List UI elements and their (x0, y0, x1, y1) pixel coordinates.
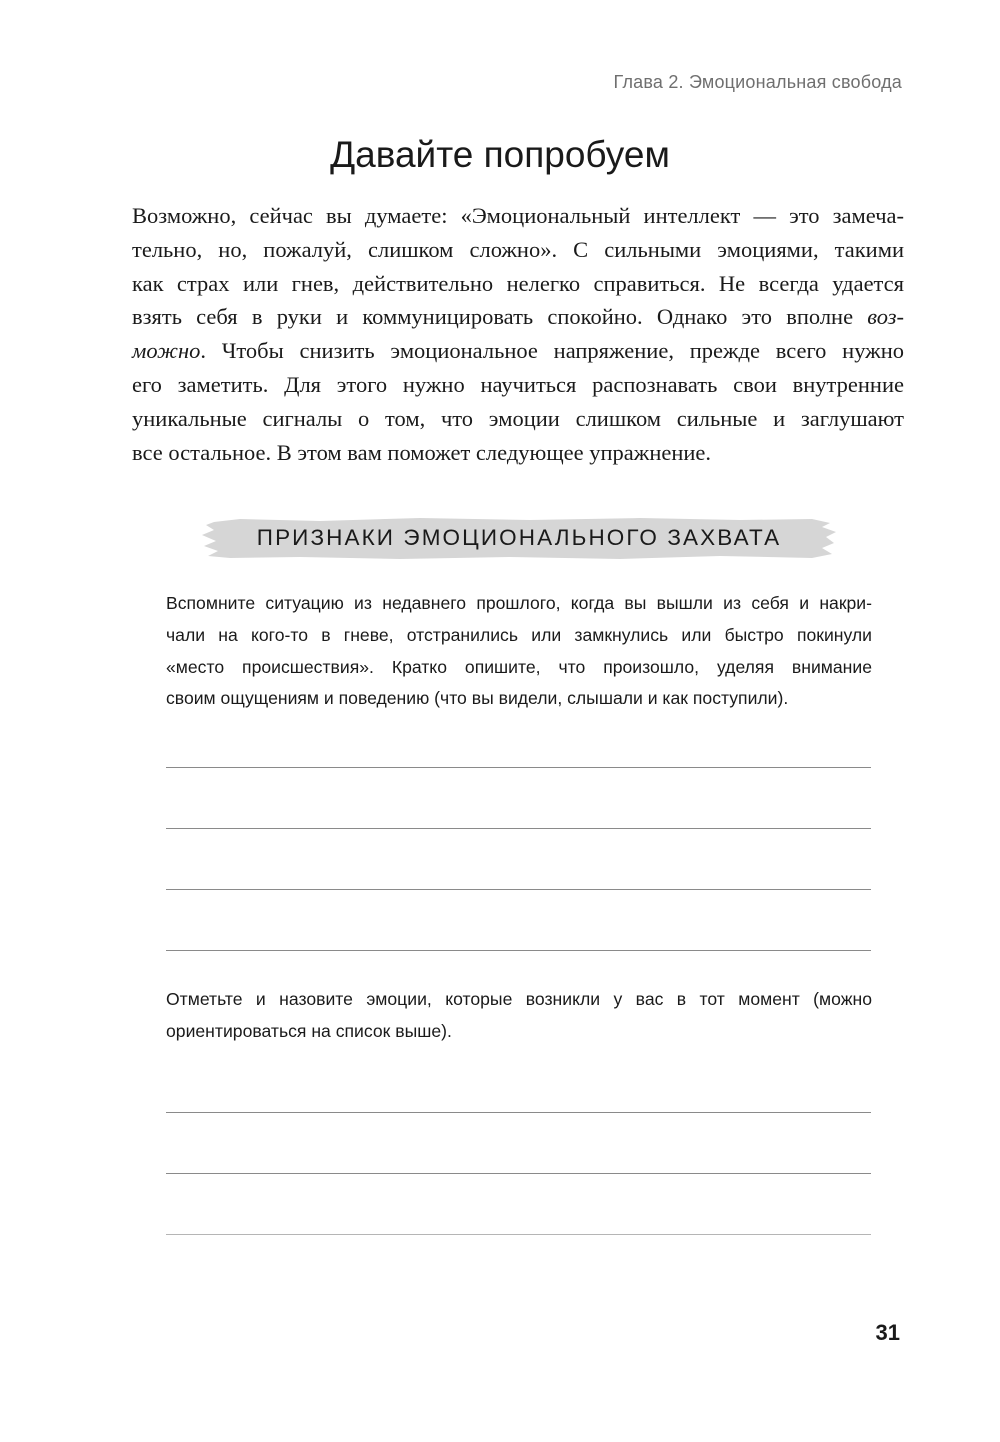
answer-line[interactable] (166, 1234, 871, 1235)
prompt-line: Отметьте и назовите эмоции, которые возникли у вас в тот момент (можно (166, 989, 872, 1009)
prompt-line: своим ощущениям и поведению (что вы видели, слышали и как поступили). (166, 688, 789, 709)
prompt-line: ориентироваться на список выше). (166, 1020, 452, 1041)
page-title: Давайте попробуем (330, 134, 670, 175)
answer-line[interactable] (166, 767, 871, 768)
answer-line[interactable] (166, 950, 871, 951)
answer-line[interactable] (166, 1173, 871, 1174)
intro-line-text: взять себя в руки и коммуницировать спокойно. Однако это вполне (132, 304, 868, 330)
prompt-line: «место происшествия». Кратко опишите, что произошло, уделяя внимание (166, 656, 872, 677)
intro-line: все остальное. В этом вам поможет следующее упражнение. (132, 439, 712, 465)
intro-line (132, 300, 904, 334)
intro-line: его заметить. Для этого нужно научиться распознавать свои внутренние (132, 371, 904, 397)
prompt-line: чали на кого-то в гневе, отстранились или замкнулись или быстро покинули (166, 624, 872, 645)
answer-line[interactable] (166, 889, 871, 890)
intro-paragraph (132, 199, 904, 469)
intro-line: Возможно, сейчас вы думаете: «Эмоциональный интеллект — это замеча- (132, 203, 904, 228)
exercise-title: ПРИЗНАКИ ЭМОЦИОНАЛЬНОГО ЗАХВАТА (256, 525, 782, 550)
intro-line: уникальные сигналы о том, что эмоции слишком сильные и заглушают (132, 405, 904, 431)
intro-line-text: . Чтобы снизить эмоциональное напряжение, прежде всего нужно (200, 338, 904, 364)
answer-line[interactable] (166, 1112, 871, 1113)
intro-line: как страх или гнев, действительно нелегко справиться. Не всегда удается (132, 270, 904, 296)
page-number: 31 (875, 1320, 900, 1345)
exercise-banner (200, 513, 838, 563)
intro-line (132, 334, 904, 368)
exercise-prompt-1 (166, 588, 872, 715)
exercise-prompt-2 (166, 984, 872, 1048)
intro-italic: можно (132, 338, 201, 364)
answer-line[interactable] (166, 828, 871, 829)
running-head: Глава 2. Эмоциональная свобода (613, 72, 902, 92)
intro-italic: воз- (867, 304, 904, 330)
prompt-line: Вспомните ситуацию из недавнего прошлого, когда вы вышли из себя и накри- (166, 593, 872, 613)
intro-line: тельно, но, пожалуй, слишком сложно». С сильными эмоциями, такими (132, 236, 904, 262)
